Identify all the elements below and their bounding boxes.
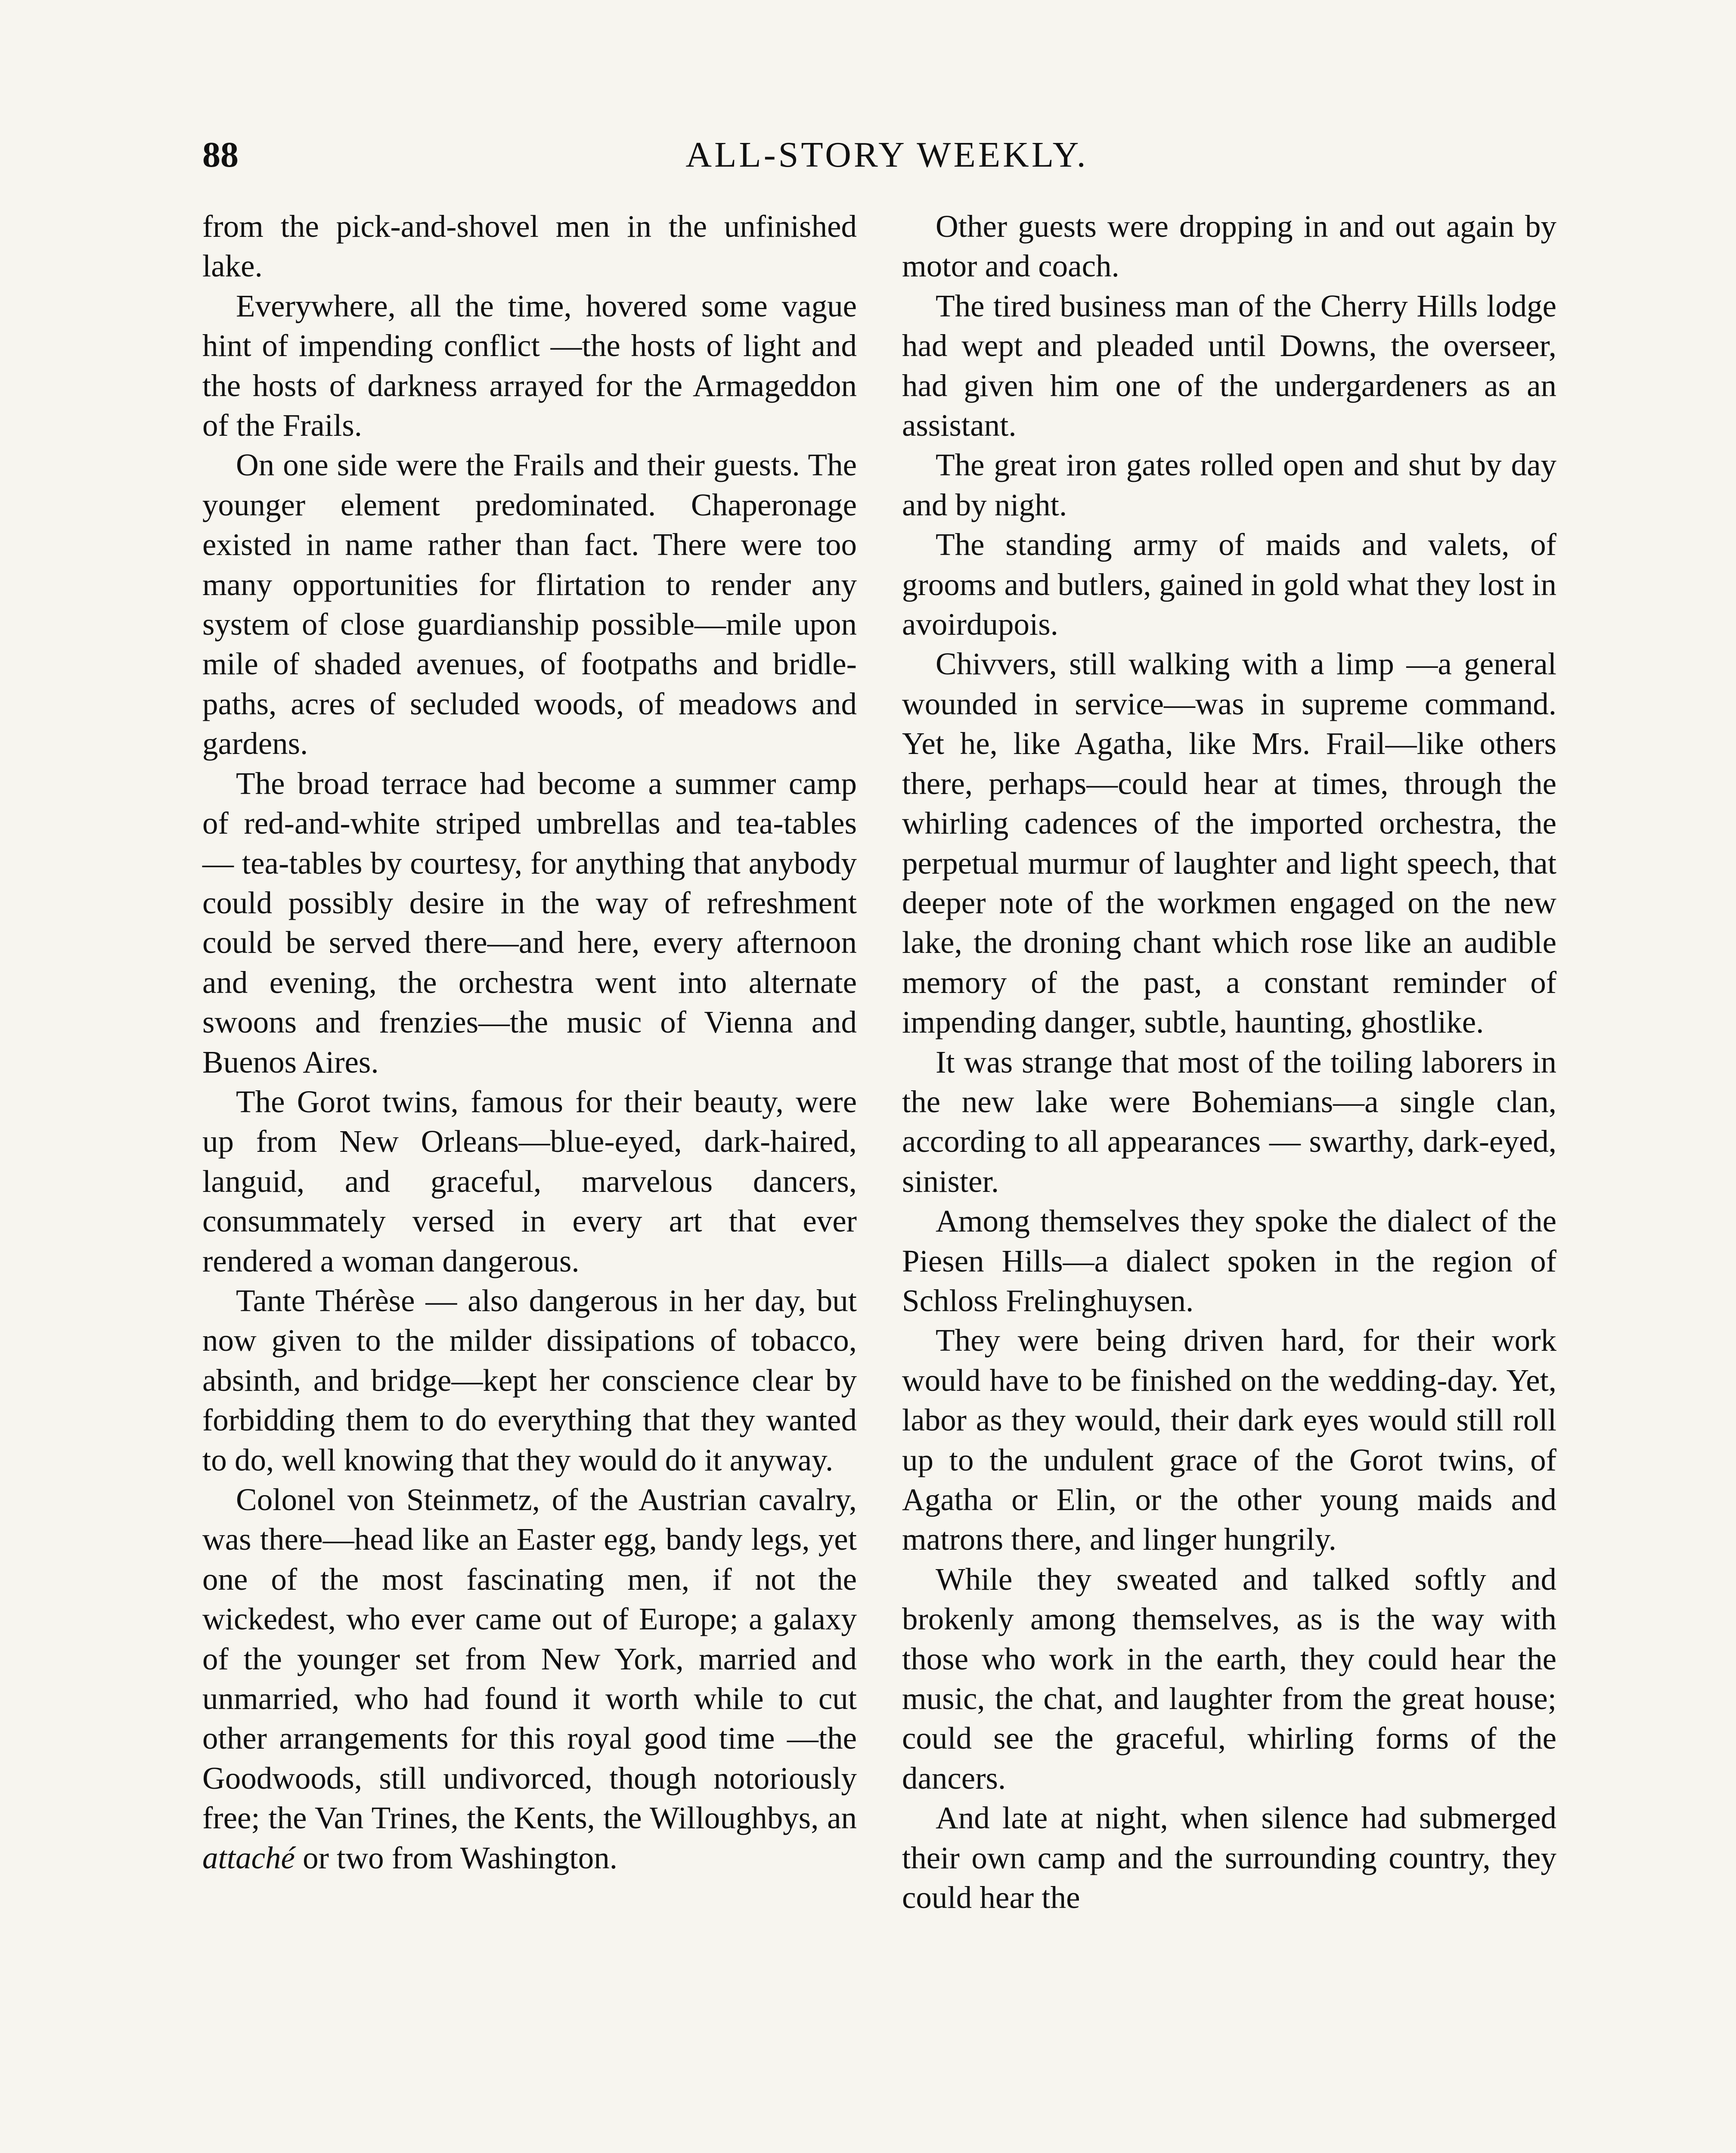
paragraph: Everywhere, all the time, hovered some vague hint of impending conflict —the hosts of light and the hosts of darkness arrayed for the Armageddon of the Frails. bbox=[202, 288, 857, 443]
paragraph: The standing army of maids and valets, of grooms and butlers, gained in gold what they lost in avoirdupois. bbox=[902, 527, 1556, 642]
paragraph: While they sweated and talked softly and brokenly among themselves, as is the way with those who work in the earth, they could hear the music, the chat, and laughter from the great house; could see the graceful, whirling forms of the dancers. bbox=[902, 1561, 1556, 1796]
paragraph: Chivvers, still walking with a limp —a general wounded in service—was in supreme command. Yet he, like Agatha, like Mrs. Frail—like others there, perhaps—could hear at times, through the whirling cadences of the imported orchestra, the perpetual murmur of laughter and light speech, that deeper note of the workmen engaged on the new lake, the droning chant which rose like an audible memory of the past, a constant reminder of impending danger, subtle, haunting, ghostlike. bbox=[902, 646, 1556, 1040]
paragraph: from the pick-and-shovel men in the unfinished lake. bbox=[202, 209, 857, 284]
paragraph: The great iron gates rolled open and shut by day and by night. bbox=[902, 447, 1556, 522]
paragraph: The Gorot twins, famous for their beauty, were up from New Orleans—blue-eyed, dark-haired, languid, and graceful, marvelous dancers, consummately versed in every art that ever rendered a woman dangerous. bbox=[202, 1084, 857, 1278]
paragraph: The tired business man of the Cherry Hills lodge had wept and pleaded until Downs, the overseer, had given him one of the undergardeners as an assistant. bbox=[902, 288, 1556, 443]
paragraph: And late at night, when silence had submerged their own camp and the surrounding country, they could hear the bbox=[902, 1800, 1556, 1915]
page-number: 88 bbox=[202, 135, 239, 175]
paragraph: It was strange that most of the toiling laborers in the new lake were Bohemians—a single clan, according to all appearances — swarthy, dark-eyed, sinister. bbox=[902, 1044, 1556, 1199]
left-column bbox=[202, 207, 857, 1878]
paragraph: The broad terrace had become a summer camp of red-and-white striped umbrellas and tea-tables — tea-tables by courtesy, for anything that anybody could possibly desire in the way of refreshment could be served there—and here, every afternoon and evening, the orchestra went into alternate swoons and frenzies—the music of Vienna and Buenos Aires. bbox=[202, 766, 857, 1080]
italic-word: attaché bbox=[202, 1840, 295, 1875]
paragraph bbox=[202, 1480, 857, 1878]
running-title: ALL-STORY WEEKLY. bbox=[685, 135, 1088, 175]
paragraph-tail: or two from Washington. bbox=[294, 1840, 617, 1875]
paragraph: On one side were the Frails and their guests. The younger element predominated. Chaperonage existed in name rather than fact. There were too many opportunities for flirtation to render any system of close guardianship possible—mile upon mile of shaded avenues, of footpaths and bridle-paths, acres of secluded woods, of meadows and gardens. bbox=[202, 447, 857, 761]
right-column bbox=[902, 207, 1556, 1917]
paragraph: Tante Thérèse — also dangerous in her day, but now given to the milder dissipations of tobacco, absinth, and bridge—kept her conscience clear by forbidding them to do everything that they wanted to do, well knowing that they would do it anyway. bbox=[202, 1283, 857, 1477]
paragraph: They were being driven hard, for their work would have to be finished on the wedding-day. Yet, labor as they would, their dark eyes would still roll up to the undulent grace of the Gorot twins, of Agatha or Elin, or the other young maids and matrons there, and linger hungrily. bbox=[902, 1323, 1556, 1557]
paragraph-text: Colonel von Steinmetz, of the Austrian cavalry, was there—head like an Easter egg, bandy legs, yet one of the most fascinating men, if not the wickedest, who ever came out of Europe; a galaxy of the younger set from New York, married and unmarried, who had found it worth while to cut other arrangements for this royal good time —the Goodwoods, still undivorced, though notoriously free; the Van Trines, the Kents, the Willoughbys, an bbox=[202, 1482, 857, 1836]
paragraph: Among themselves they spoke the dialect of the Piesen Hills—a dialect spoken in the region of Schloss Frelinghuysen. bbox=[902, 1204, 1556, 1318]
page-header bbox=[202, 129, 1572, 181]
paragraph: Other guests were dropping in and out again by motor and coach. bbox=[902, 209, 1556, 284]
